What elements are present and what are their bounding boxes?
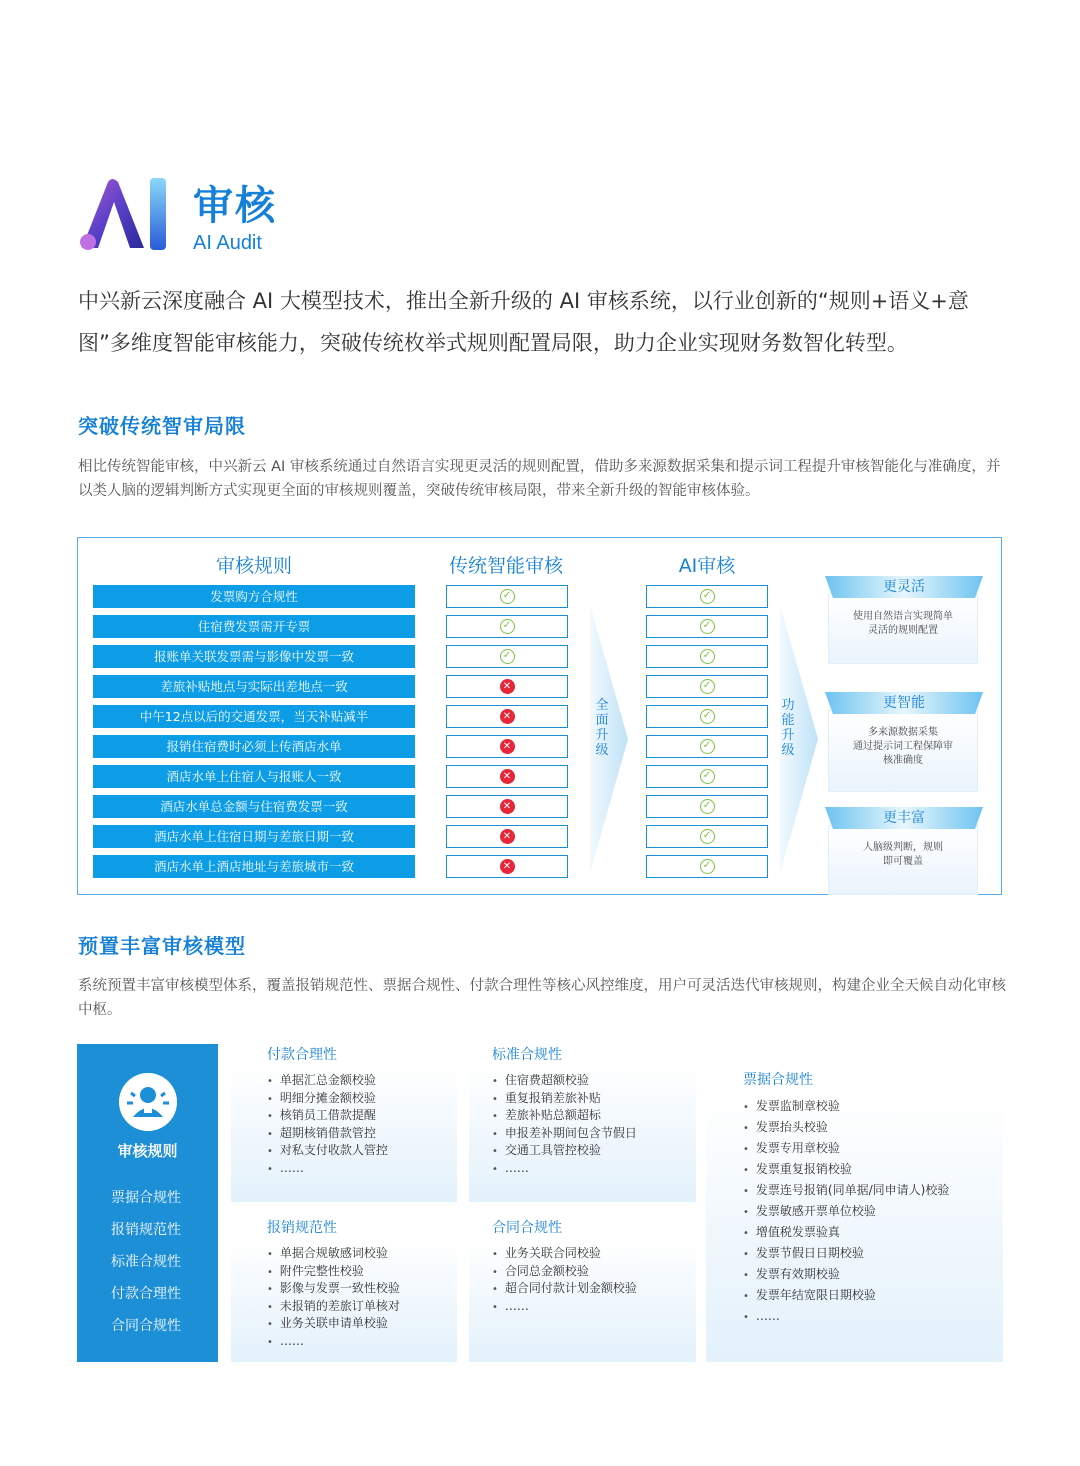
model-title-contract: 合同合规性 [492,1220,562,1236]
column-header-ai: AI审核 [678,555,736,577]
list-item: • 发票敏感开票单位校验 [743,1201,949,1222]
rule-cell: 中午12点以后的交通发票，当天补贴减半 [93,705,415,728]
benefit-desc [833,610,973,638]
rule-cell: 酒店水单总金额与住宿费发票一致 [93,795,415,818]
side-item-contract: 合同合规性 [111,1318,181,1334]
model-list-payment [267,1072,388,1177]
model-title-payment: 付款合理性 [267,1047,337,1063]
check-icon: ✓ [700,709,715,724]
arrow-label-full-upgrade: 全面升级 [595,698,609,758]
model-title-invoice: 票据合规性 [743,1072,813,1088]
list-item: • 明细分摊金额校验 [267,1090,388,1108]
arrow-label-feature-upgrade: 功能升级 [781,698,795,758]
ai-mark-cell [646,615,768,638]
check-icon: ✓ [700,859,715,874]
ai-logo-icon [78,176,170,252]
cross-icon: ✕ [500,709,515,724]
traditional-mark-cell [446,585,568,608]
check-icon: ✓ [700,649,715,664]
page-subtitle: AI Audit [193,232,262,254]
model-list-reimburse [267,1245,400,1350]
list-item: • 对私支付收款人管控 [267,1142,388,1160]
list-item: • 差旅补贴总额超标 [492,1107,637,1125]
traditional-mark-cell [446,645,568,668]
traditional-mark-cell [446,825,568,848]
section-text-models: 系统预置丰富审核模型体系，覆盖报销规范性、票据合规性、付款合理性等核心风控维度，用户可灵活迭代审核规则，构建企业全天候自动化审核中枢。 [78,978,1006,1018]
cross-icon: ✕ [500,829,515,844]
list-item: • 业务关联申请单校验 [267,1315,400,1333]
rule-cell: 发票购方合规性 [93,585,415,608]
audit-person-icon [119,1073,177,1131]
traditional-mark-cell [446,705,568,728]
check-icon: ✓ [700,829,715,844]
benefit-desc [833,726,973,768]
check-icon: ✓ [500,649,515,664]
check-icon: ✓ [700,769,715,784]
model-title-reimburse: 报销规范性 [267,1220,337,1236]
list-item: • …… [743,1306,949,1327]
ai-mark-cell [646,585,768,608]
section-title-breakthrough: 突破传统智审局限 [78,414,246,438]
list-item: • 发票有效期校验 [743,1264,949,1285]
list-item: • 重复报销差旅补贴 [492,1090,637,1108]
cross-icon: ✕ [500,859,515,874]
list-item: • 申报差补期间包含节假日 [492,1125,637,1143]
traditional-mark-cell [446,765,568,788]
list-item: • 发票重复报销校验 [743,1159,949,1180]
model-list-standard [492,1072,637,1177]
rule-cell: 差旅补贴地点与实际出差地点一致 [93,675,415,698]
check-icon: ✓ [500,619,515,634]
traditional-mark-cell [446,735,568,758]
benefit-title: 更灵活 [883,579,925,595]
cross-icon: ✕ [500,739,515,754]
page-title: 审核 [193,183,277,229]
side-item-invoice: 票据合规性 [111,1190,181,1206]
ai-mark-cell [646,795,768,818]
section-text-breakthrough: 相比传统智能审核，中兴新云 AI 审核系统通过自然语言实现更灵活的规则配置，借助多来源数据采集和提示词工程提升审核智能化与准确度，并以类人脑的逻辑判断方式实现更全面的审核规则覆盖，突破传统审核局限，带来全新升级的智能审核体验。 [78,459,1001,499]
list-item: • 业务关联合同校验 [492,1245,637,1263]
list-item: • 影像与发票一致性校验 [267,1280,400,1298]
list-item: • 单据合规敏感词校验 [267,1245,400,1263]
list-item: • 发票抬头校验 [743,1117,949,1138]
list-item: • 附件完整性校验 [267,1263,400,1281]
model-list-invoice [743,1096,949,1327]
side-item-payment: 付款合理性 [111,1286,181,1302]
traditional-mark-cell [446,675,568,698]
ai-mark-cell [646,735,768,758]
cross-icon: ✕ [500,769,515,784]
ai-mark-cell [646,765,768,788]
side-item-standard: 标准合规性 [111,1254,181,1270]
list-item: • …… [267,1333,400,1351]
benefit-title: 更智能 [883,695,925,711]
benefit-desc-line: 核准确度 [883,755,923,766]
list-item: • 发票连号报销(同单据/同申请人)校验 [743,1180,949,1201]
check-icon: ✓ [700,799,715,814]
list-item: • 超期核销借款管控 [267,1125,388,1143]
list-item: • 发票监制章校验 [743,1096,949,1117]
benefit-desc-line: 多来源数据采集 [868,727,938,738]
traditional-mark-cell [446,615,568,638]
check-icon: ✓ [700,619,715,634]
section-title-models: 预置丰富审核模型 [78,934,246,958]
cross-icon: ✕ [500,799,515,814]
rule-cell: 住宿费发票需开专票 [93,615,415,638]
benefit-title: 更丰富 [883,810,925,826]
benefit-desc-line: 灵活的规则配置 [868,625,938,636]
ai-mark-cell [646,645,768,668]
list-item: • 住宿费超额校验 [492,1072,637,1090]
list-item: • 发票年结宽限日期校验 [743,1285,949,1306]
list-item: • 合同总金额校验 [492,1263,637,1281]
benefit-desc-line: 通过提示词工程保障审 [853,741,953,752]
rule-cell: 酒店水单上住宿人与报账人一致 [93,765,415,788]
ai-mark-cell [646,705,768,728]
benefit-desc-line: 使用自然语言实现简单 [853,611,953,622]
ai-mark-cell [646,825,768,848]
benefit-desc-line: 即可覆盖 [883,856,923,867]
column-header-traditional: 传统智能审核 [448,555,563,577]
benefit-desc-line: 人脑级判断，规则 [863,842,943,853]
benefit-desc [833,841,973,869]
list-item: • …… [492,1298,637,1316]
list-item: • 发票专用章校验 [743,1138,949,1159]
list-item: • …… [267,1160,388,1178]
model-title-standard: 标准合规性 [492,1047,562,1063]
traditional-mark-cell [446,795,568,818]
check-icon: ✓ [700,679,715,694]
rule-cell: 报销住宿费时必须上传酒店水单 [93,735,415,758]
side-panel-title: 审核规则 [117,1142,178,1160]
ai-mark-cell [646,855,768,878]
check-icon: ✓ [500,589,515,604]
rule-cell: 酒店水单上住宿日期与差旅日期一致 [93,825,415,848]
list-item: • 超合同付款计划金额校验 [492,1280,637,1298]
intro-paragraph: 中兴新云深度融合 AI 大模型技术，推出全新升级的 AI 审核系统，以行业创新的“规则+语义+意图”多维度智能审核能力，突破传统枚举式规则配置局限，助力企业实现财务数智化转型。 [78,289,969,355]
traditional-mark-cell [446,855,568,878]
side-item-reimburse: 报销规范性 [111,1222,181,1238]
check-icon: ✓ [700,589,715,604]
ai-mark-cell [646,675,768,698]
list-item: • 增值税发票验真 [743,1222,949,1243]
list-item: • …… [492,1160,637,1178]
list-item: • 交通工具管控校验 [492,1142,637,1160]
list-item: • 单据汇总金额校验 [267,1072,388,1090]
list-item: • 发票节假日日期校验 [743,1243,949,1264]
column-header-rules: 审核规则 [215,555,292,577]
list-item: • 核销员工借款提醒 [267,1107,388,1125]
model-list-contract [492,1245,637,1315]
rule-cell: 酒店水单上酒店地址与差旅城市一致 [93,855,415,878]
list-item: • 未报销的差旅订单核对 [267,1298,400,1316]
rule-cell: 报账单关联发票需与影像中发票一致 [93,645,415,668]
cross-icon: ✕ [500,679,515,694]
check-icon: ✓ [700,739,715,754]
